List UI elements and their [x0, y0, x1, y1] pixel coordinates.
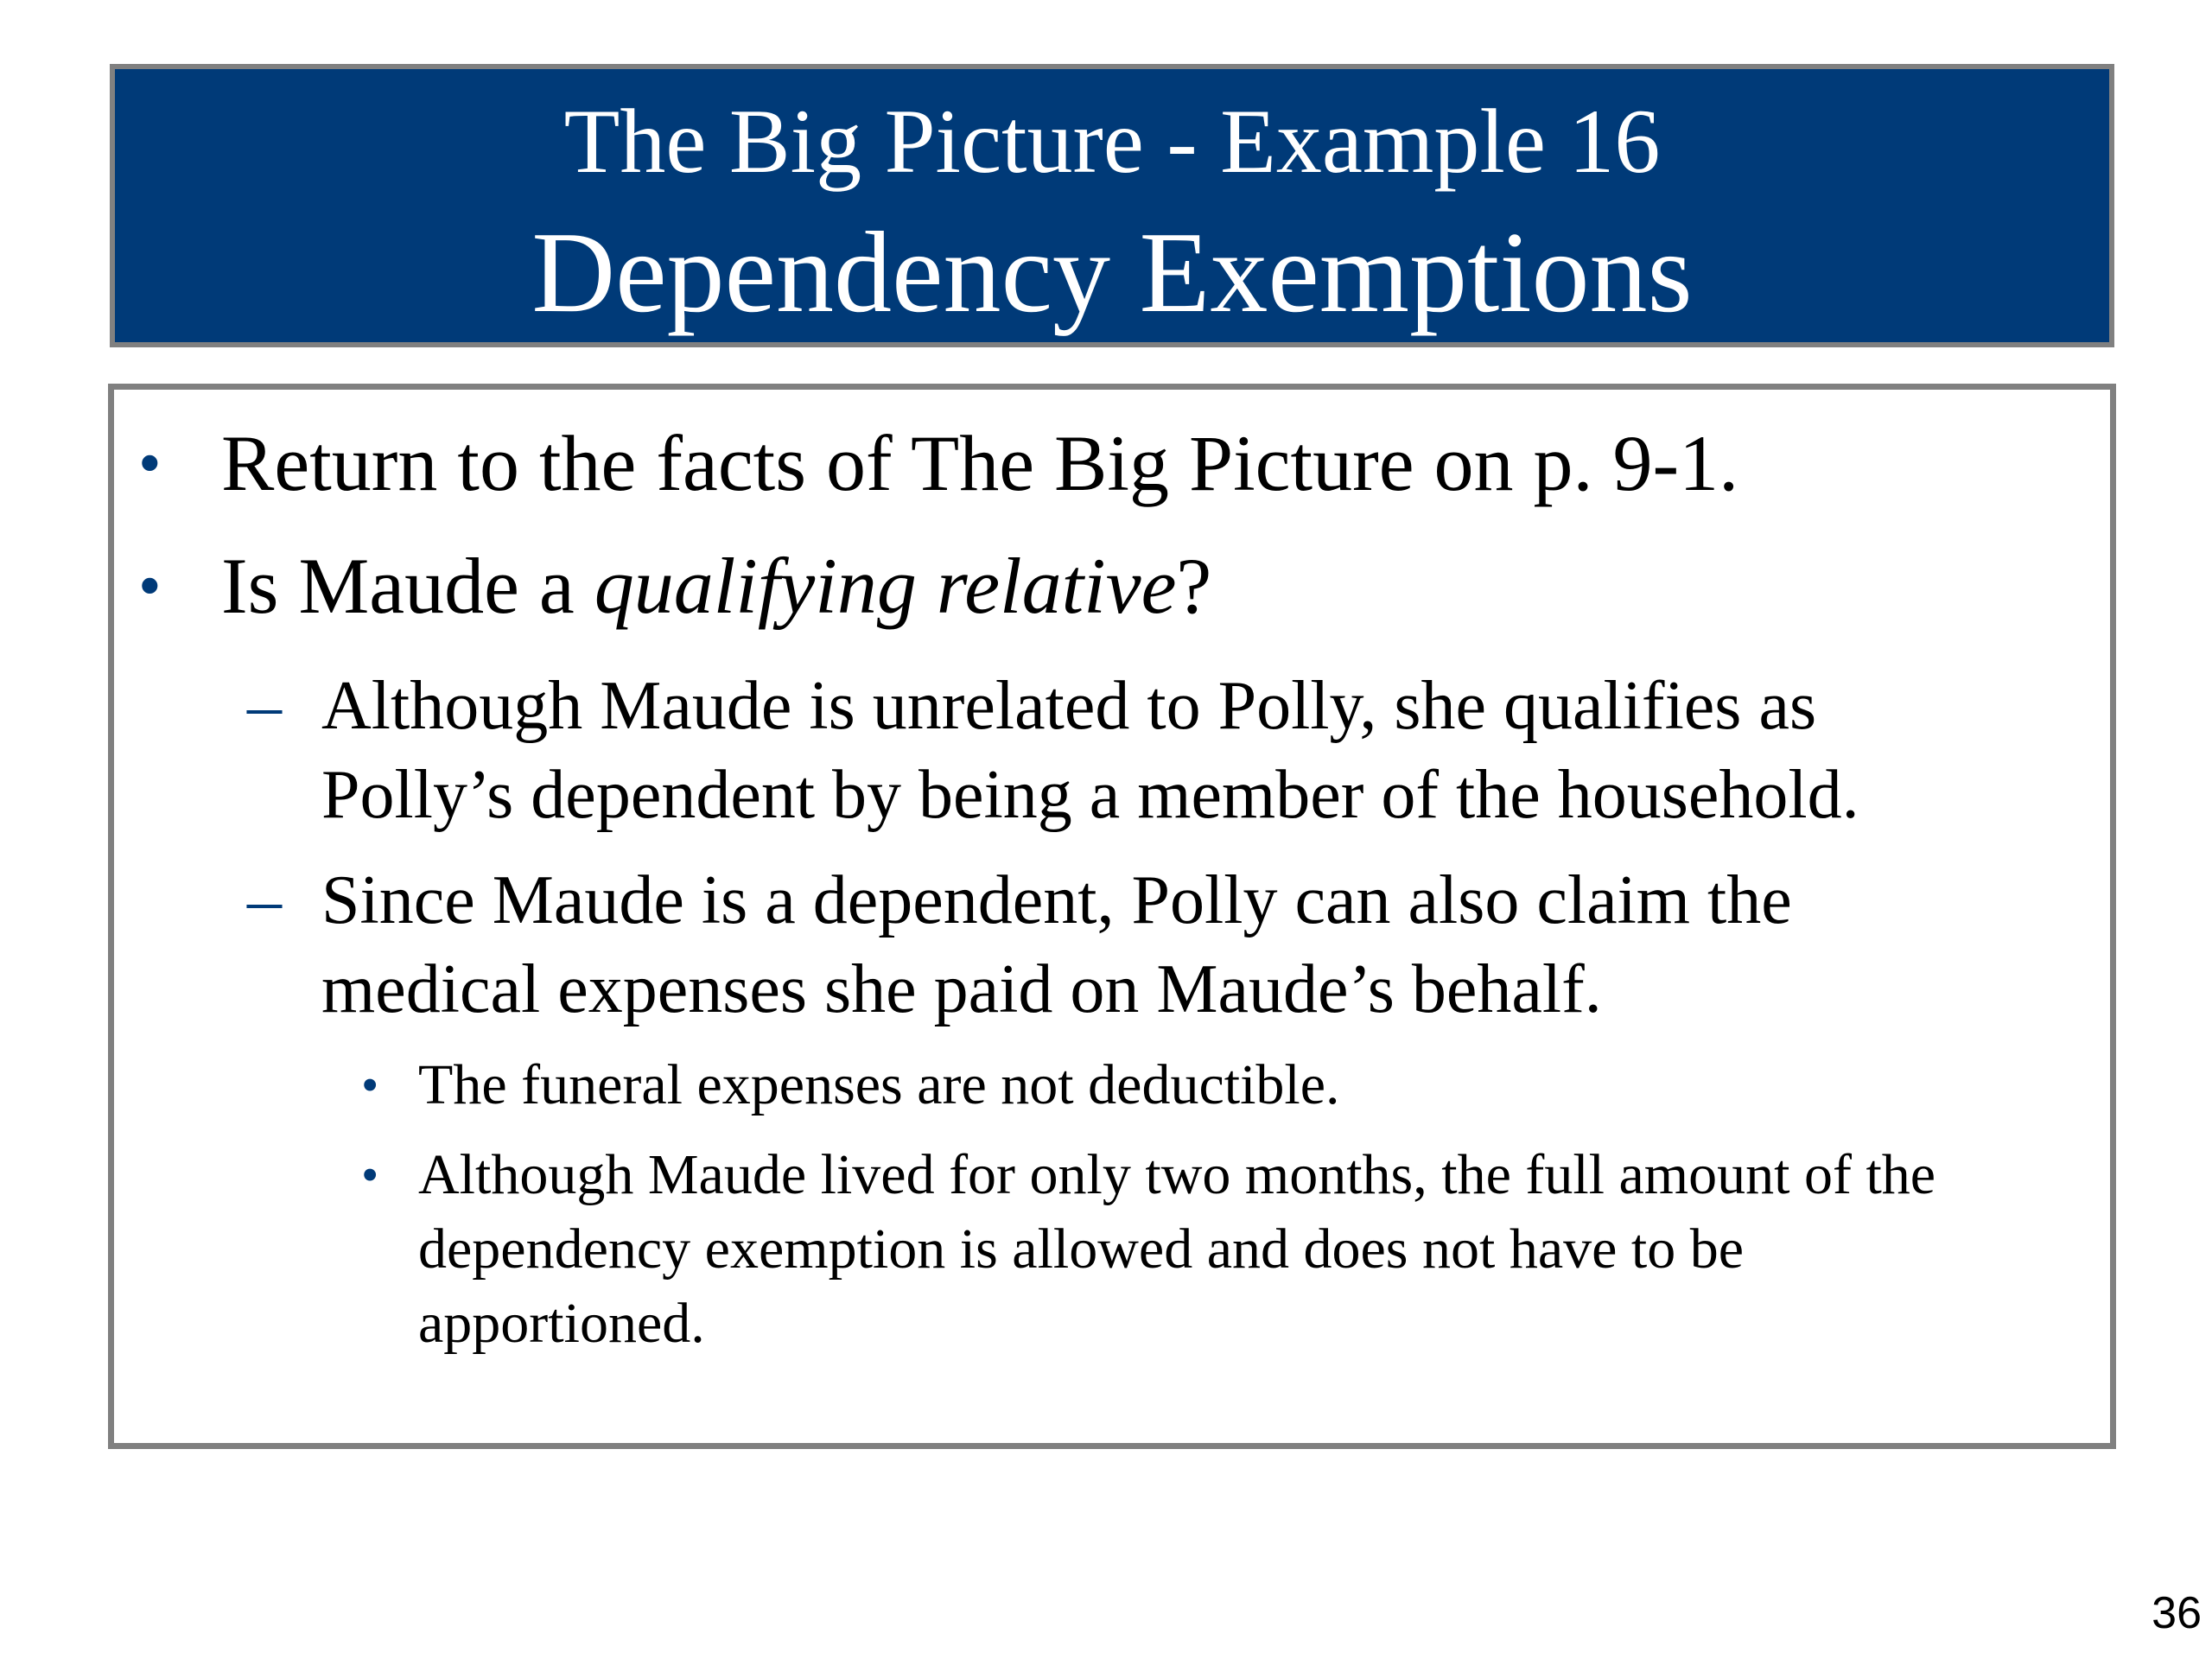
- sub-bullet-line: Since Maude is a dependent, Polly can also claim the: [321, 862, 1792, 938]
- bullet-text-emphasis: qualifying relative: [594, 542, 1177, 630]
- bullet-marker: •: [361, 1057, 379, 1113]
- sub-sub-bullet-line: The funeral expenses are not deductible.: [418, 1053, 1340, 1116]
- slide-content-box: [108, 384, 2116, 1449]
- bullet-marker: •: [361, 1147, 379, 1203]
- slide-subtitle: Dependency Exemptions: [531, 208, 1693, 336]
- slide-title: The Big Picture - Example 16: [563, 91, 1661, 192]
- sub-bullet-line: medical expenses she paid on Maude’s behalf.: [321, 951, 1602, 1027]
- dash-marker: –: [247, 668, 282, 744]
- bullet-text: Return to the facts of The Big Picture on p. 9-1.: [221, 419, 1739, 507]
- sub-bullet-item-relation: [247, 662, 1859, 840]
- bullet-text-after: ?: [1176, 542, 1212, 630]
- sub-bullet-line: Polly’s dependent by being a member of the household.: [321, 757, 1859, 833]
- page-number: 36: [2152, 1588, 2202, 1638]
- sub-sub-bullet-line: dependency exemption is allowed and does not have to be: [418, 1217, 1745, 1281]
- sub-bullet-item-medical: [247, 856, 1792, 1034]
- bullet-item-question: [138, 538, 1212, 633]
- dash-marker: –: [247, 862, 282, 938]
- sub-bullet-line: Although Maude is unrelated to Polly, she qualifies as: [321, 668, 1817, 744]
- sub-sub-bullet-line: apportioned.: [418, 1292, 705, 1355]
- bullet-marker: •: [138, 427, 162, 499]
- bullet-item-facts: [138, 416, 1739, 511]
- sub-sub-bullet-line: Although Maude lived for only two months, the full amount of the: [418, 1143, 1936, 1206]
- slide-title-banner: [110, 64, 2114, 347]
- bullet-marker: •: [138, 550, 162, 622]
- bullet-text-before: Is Maude a: [221, 542, 594, 630]
- sub-sub-bullet-item-exemption: [361, 1138, 1936, 1361]
- sub-sub-bullet-item-funeral: [361, 1048, 1340, 1122]
